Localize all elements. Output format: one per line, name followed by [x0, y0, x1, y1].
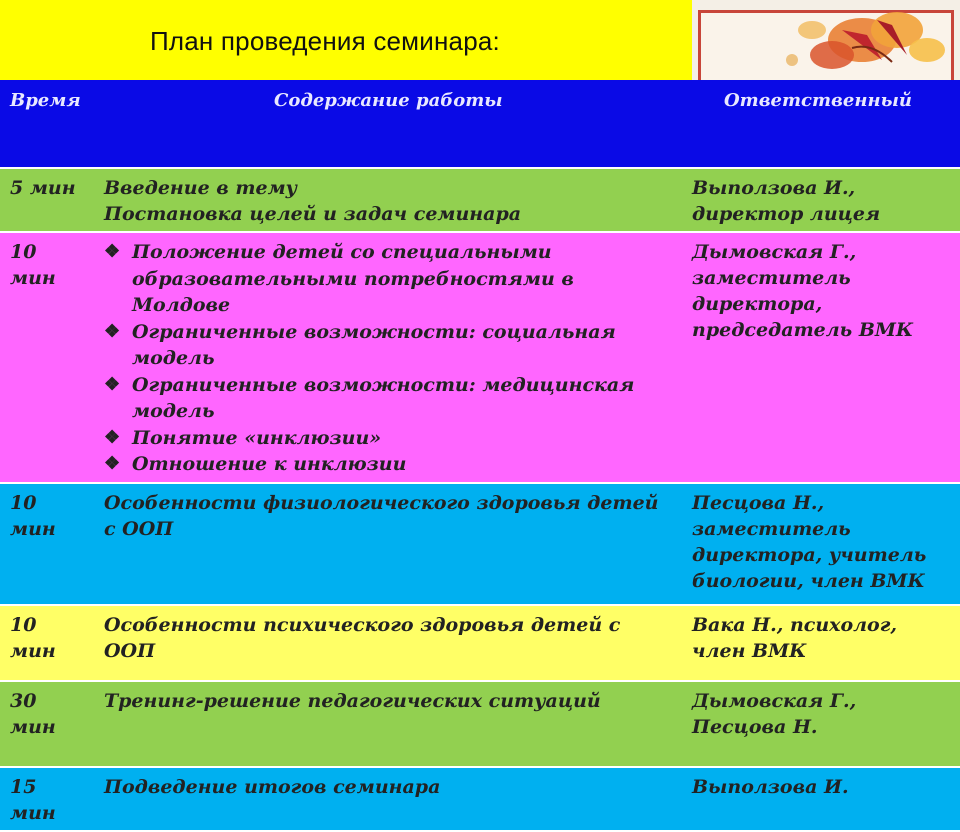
column-header-responsible: Ответственный — [682, 80, 960, 168]
row-time: 30 мин — [0, 681, 94, 767]
row-responsible: Дымовская Г., заместитель директора, председатель ВМК — [682, 232, 960, 483]
bullet-list — [104, 239, 674, 478]
row-responsible: Песцова Н., заместитель директора, учитель биологии, член ВМК — [682, 483, 960, 605]
row-responsible: Выползова И. — [682, 767, 960, 831]
list-item — [104, 319, 674, 372]
table-row — [0, 681, 960, 767]
table-row — [0, 605, 960, 681]
row-time: 10 мин — [0, 605, 94, 681]
page-title: План проведения семинара: — [150, 26, 500, 56]
title-bar — [0, 0, 692, 80]
diamond-bullet-icon: ❖ — [104, 373, 121, 395]
row-content: Тренинг-решение педагогических ситуаций — [94, 681, 682, 767]
row-content — [94, 168, 682, 232]
row-time: 5 мин — [0, 168, 94, 232]
list-item-text: Понятие «инклюзии» — [132, 426, 382, 449]
column-header-time: Время — [0, 80, 94, 168]
list-item — [104, 239, 674, 319]
table-row — [0, 232, 960, 483]
diamond-bullet-icon: ❖ — [104, 453, 121, 474]
row-time: 15 мин — [0, 767, 94, 831]
list-item — [104, 425, 674, 452]
table-row — [0, 168, 960, 232]
list-item — [104, 372, 674, 425]
list-item-text: Ограниченные возможности: медицинская модель — [132, 373, 635, 422]
row-responsible: Дымовская Г., Песцова Н. — [682, 681, 960, 767]
column-header-content: Содержание работы — [94, 80, 682, 168]
row-responsible: Вака Н., психолог, член ВМК — [682, 605, 960, 681]
diamond-bullet-icon: ❖ — [104, 320, 121, 342]
autumn-leaves-icon — [692, 0, 960, 80]
diamond-bullet-icon: ❖ — [104, 241, 121, 262]
row-content: Особенности физиологического здоровья детей с ООП — [94, 483, 682, 605]
table-row — [0, 767, 960, 831]
row-content — [94, 232, 682, 483]
list-item — [104, 451, 674, 478]
table-row — [0, 483, 960, 605]
seminar-plan-table — [0, 80, 960, 832]
row-time: 10 мин — [0, 483, 94, 605]
list-item-text: Положение детей со специальными образовательными потребностями в Молдове — [132, 241, 574, 316]
row-content: Подведение итогов семинара — [94, 767, 682, 831]
row-responsible: Выползова И., директор лицея — [682, 168, 960, 232]
list-item-text: Отношение к инклюзии — [132, 453, 407, 475]
diamond-bullet-icon: ❖ — [104, 426, 121, 448]
row-time: 10 мин — [0, 232, 94, 483]
content-line: Введение в тему — [104, 177, 298, 199]
row-content: Особенности психического здоровья детей с ООП — [94, 605, 682, 681]
table-header-row — [0, 80, 960, 168]
list-item-text: Ограниченные возможности: социальная модель — [132, 320, 616, 369]
decorative-autumn-image — [692, 0, 960, 80]
content-line: Постановка целей и задач семинара — [104, 203, 522, 225]
